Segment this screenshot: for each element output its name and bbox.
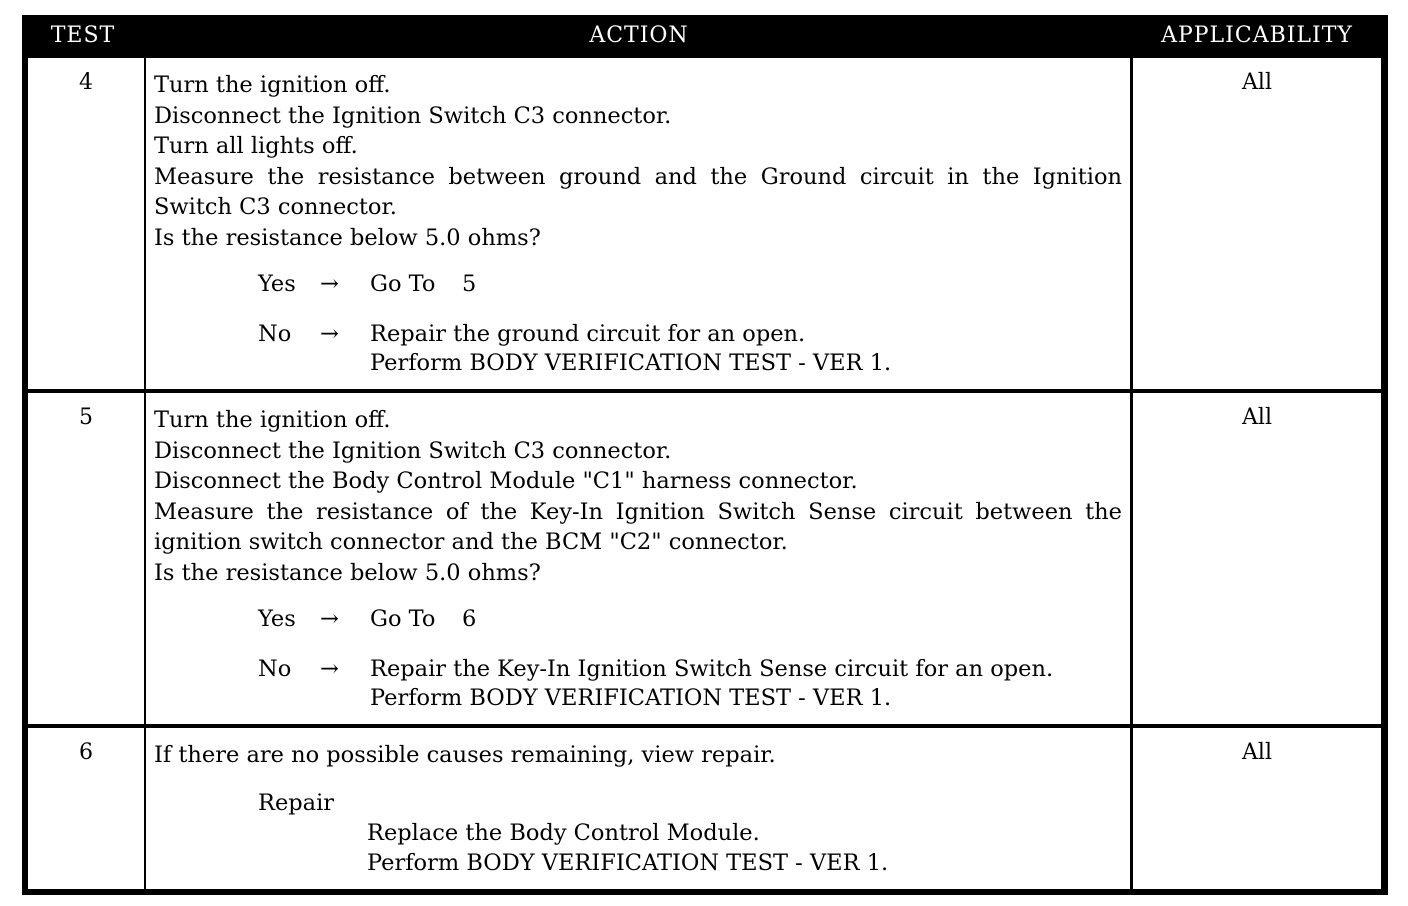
goto-label: Go To	[370, 271, 436, 297]
step-line: Measure the resistance between ground and the Ground circuit in the Ignition	[154, 163, 1122, 190]
applicability-cell	[1133, 728, 1381, 889]
repair-label: Repair	[258, 790, 335, 816]
step-line: Disconnect the Body Control Module "C1" harness connector.	[154, 468, 858, 494]
applicability-value: All	[1242, 405, 1272, 430]
no-result-line: Perform BODY VERIFICATION TEST - VER 1.	[370, 350, 892, 376]
step-line: If there are no possible causes remaining, view repair.	[154, 742, 776, 768]
goto-target: 6	[462, 606, 477, 632]
action-steps	[154, 740, 1122, 771]
applicability-value: All	[1242, 740, 1272, 765]
step-line: Is the resistance below 5.0 ohms?	[154, 224, 541, 251]
right-arrow-icon: →	[320, 321, 339, 347]
step-line: Turn the ignition off.	[154, 407, 391, 433]
no-result-line: Perform BODY VERIFICATION TEST - VER 1.	[370, 685, 892, 711]
step-line: Disconnect the Ignition Switch C3 connector.	[154, 102, 672, 129]
test-number: 4	[79, 70, 93, 95]
goto-label: Go To	[370, 606, 436, 632]
action-cell	[146, 393, 1130, 724]
action-steps	[154, 70, 1122, 253]
no-result-line: Repair the Key-In Ignition Switch Sense circuit for an open.	[370, 656, 1054, 682]
diagnostic-table	[22, 15, 1388, 895]
yes-label: Yes	[258, 606, 296, 632]
action-cell	[146, 58, 1130, 389]
header-applicability: APPLICABILITY	[1161, 23, 1353, 48]
header-action: ACTION	[589, 23, 689, 48]
step-line: Turn the ignition off.	[154, 72, 391, 98]
action-cell	[146, 728, 1130, 889]
applicability-cell	[1133, 58, 1381, 389]
action-steps	[154, 405, 1122, 588]
test-cell	[28, 393, 144, 724]
step-line: ignition switch connector and the BCM "C2" connector.	[154, 529, 788, 555]
no-label: No	[258, 321, 292, 347]
step-line: Turn all lights off.	[154, 133, 358, 159]
no-label: No	[258, 656, 292, 682]
applicability-value: All	[1242, 70, 1272, 95]
applicability-cell	[1133, 393, 1381, 724]
right-arrow-icon: →	[320, 271, 339, 297]
header-test: TEST	[50, 23, 116, 48]
step-line: Disconnect the Ignition Switch C3 connector.	[154, 437, 672, 464]
right-arrow-icon: →	[320, 606, 339, 632]
step-line: Is the resistance below 5.0 ohms?	[154, 559, 541, 586]
test-number: 6	[79, 740, 93, 765]
no-result-line: Repair the ground circuit for an open.	[370, 321, 806, 347]
test-number: 5	[79, 405, 93, 430]
test-cell	[28, 728, 144, 889]
goto-target: 5	[462, 271, 477, 297]
step-line: Measure the resistance of the Key-In Ignition Switch Sense circuit between the	[154, 498, 1122, 525]
table-row-test-6	[22, 728, 1388, 889]
repair-line: Perform BODY VERIFICATION TEST - VER 1.	[367, 850, 889, 876]
table-row-test-4	[22, 58, 1388, 389]
repair-line: Replace the Body Control Module.	[367, 820, 760, 846]
right-arrow-icon: →	[320, 656, 339, 682]
test-cell	[28, 58, 144, 389]
yes-label: Yes	[258, 271, 296, 297]
table-row-test-5	[22, 393, 1388, 724]
table-header	[22, 15, 1388, 55]
step-line: Switch C3 connector.	[154, 194, 397, 220]
